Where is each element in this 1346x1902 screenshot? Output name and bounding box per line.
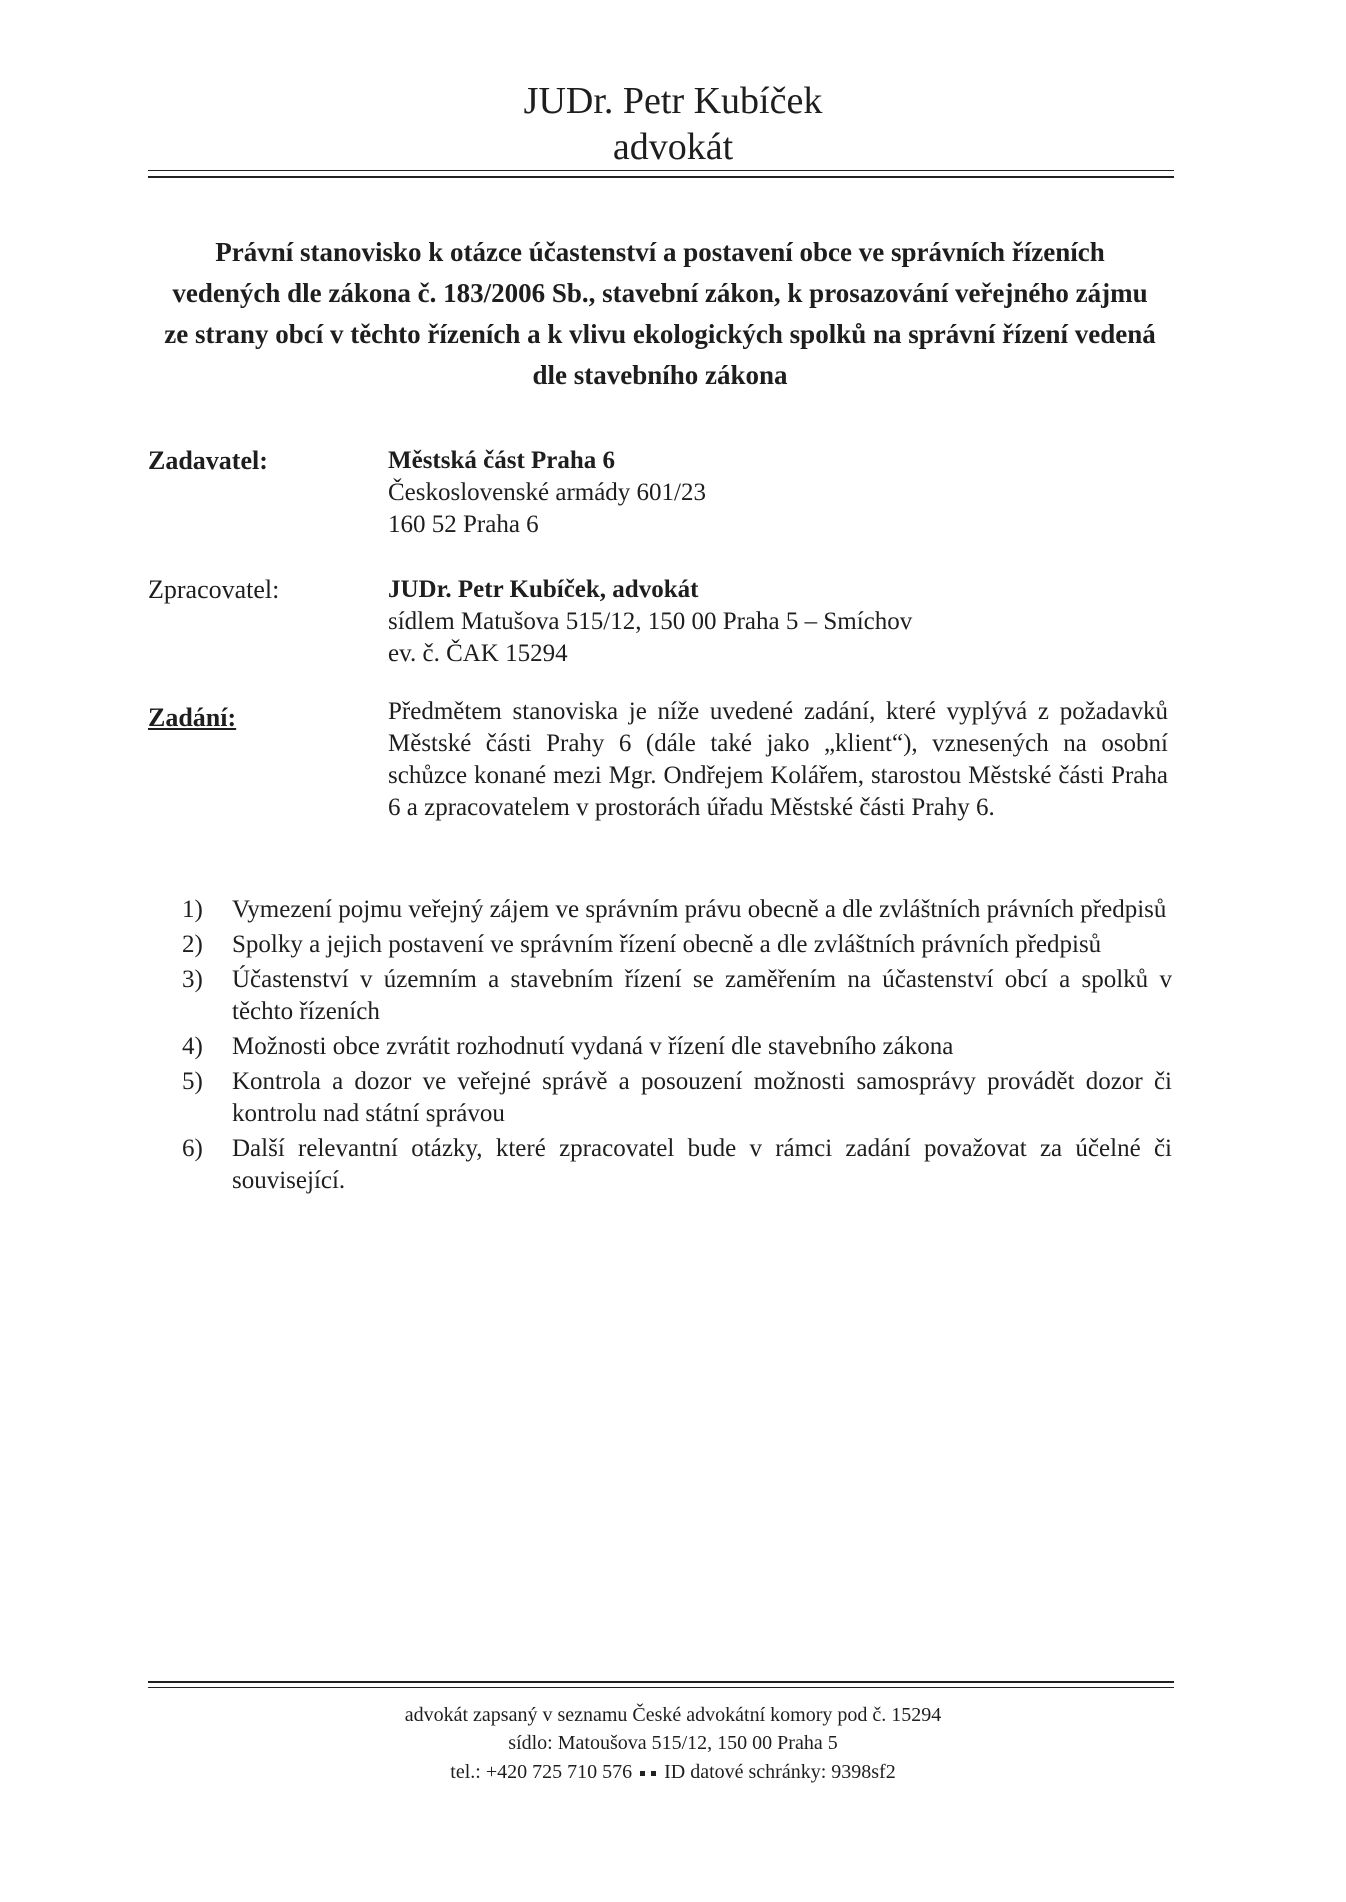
footer-line-contact xyxy=(0,1758,1346,1786)
processor-registration: ev. č. ČAK 15294 xyxy=(388,640,568,667)
list-item xyxy=(182,894,1172,926)
square-bullet-icon xyxy=(651,1771,656,1776)
footer-divider-thin xyxy=(148,1687,1174,1688)
square-bullet-icon xyxy=(640,1771,645,1776)
task-text: Vymezení pojmu veřejný zájem ve správním právu obecně a dle zvláštních právních předpisů xyxy=(232,896,1167,923)
client-name: Městská část Praha 6 xyxy=(388,447,616,474)
header-divider-thin xyxy=(148,170,1174,171)
list-item xyxy=(182,1066,1172,1130)
assignment-text: Předmětem stanoviska je níže uvedené zadání, které vyplývá z požadavků Městské části Prahy 6 (dále také jako „klient“), vznesených na osobní schůzce konané mezi Mgr. Ondřejem Kolářem, starostou Městské části Praha 6 a zpracovatelem v prostorách úřadu Městské části Prahy 6. xyxy=(388,698,1168,821)
list-item xyxy=(182,964,1172,1028)
task-number: 3) xyxy=(182,966,203,993)
document-title: Právní stanovisko k otázce účastenství a postavení obce ve správních řízeních vedených dle zákona č. 183/2006 Sb., stavební zákon, k prosazování veřejného zájmu ze strany obcí v těchto řízeních a k vlivu ekologických spolků na správní řízení vedená dle stavebního zákona xyxy=(164,237,1156,390)
client-city: 160 52 Praha 6 xyxy=(388,511,539,538)
processor-block xyxy=(388,574,1168,670)
assignment-label: Zadání: xyxy=(148,703,237,732)
task-number: 6) xyxy=(182,1135,203,1162)
task-text: Účastenství v územním a stavebním řízení se zaměřením na účastenství obcí a spolků v těchto řízeních xyxy=(232,966,1172,1025)
task-number: 5) xyxy=(182,1068,203,1095)
footer-phone: tel.: +420 725 710 576 xyxy=(450,1761,633,1783)
task-text: Další relevantní otázky, které zpracovatel bude v rámci zadání považovat za účelné či související. xyxy=(232,1135,1172,1194)
header-divider-thick xyxy=(148,176,1174,178)
list-item xyxy=(182,929,1172,961)
task-text: Kontrola a dozor ve veřejné správě a posouzení možnosti samosprávy provádět dozor či kontrolu nad státní správou xyxy=(232,1068,1172,1127)
letterhead-role: advokát xyxy=(612,126,734,168)
client-block xyxy=(388,445,1168,541)
processor-label: Zpracovatel: xyxy=(148,575,280,604)
processor-seat: sídlem Matušova 515/12, 150 00 Praha 5 – Smíchov xyxy=(388,608,913,635)
footer-line-address: sídlo: Matoušova 515/12, 150 00 Praha 5 xyxy=(508,1732,838,1754)
list-item xyxy=(182,1031,1172,1063)
client-label: Zadavatel: xyxy=(148,446,268,475)
client-street: Československé armády 601/23 xyxy=(388,479,707,506)
task-number: 1) xyxy=(182,896,203,923)
task-number: 2) xyxy=(182,931,203,958)
footer-databox: ID datové schránky: 9398sf2 xyxy=(664,1761,896,1783)
footer-divider-thick xyxy=(148,1681,1174,1683)
task-list xyxy=(182,894,1172,1200)
task-text: Možnosti obce zvrátit rozhodnutí vydaná v řízení dle stavebního zákona xyxy=(232,1033,954,1060)
task-number: 4) xyxy=(182,1033,203,1060)
list-item xyxy=(182,1133,1172,1197)
footer-line-registration: advokát zapsaný v seznamu České advokátní komory pod č. 15294 xyxy=(404,1704,942,1726)
task-text: Spolky a jejich postavení ve správním řízení obecně a dle zvláštních právních předpisů xyxy=(232,931,1102,958)
processor-name: JUDr. Petr Kubíček, advokát xyxy=(388,576,699,603)
letterhead-name: JUDr. Petr Kubíček xyxy=(523,80,823,122)
